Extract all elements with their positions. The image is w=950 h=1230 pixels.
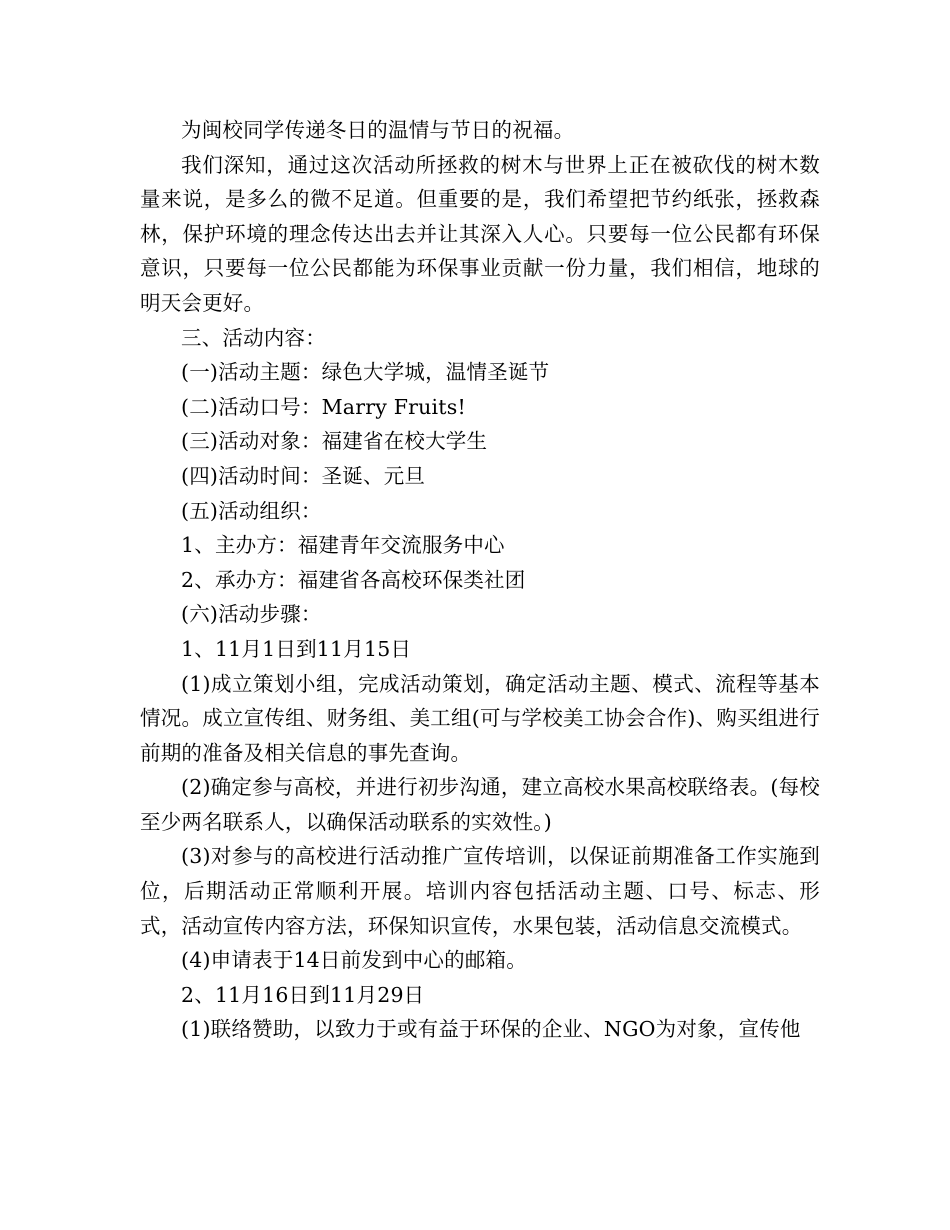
heading-activity-content: 三、活动内容： bbox=[181, 325, 326, 350]
paragraph-significance: 我们深知，通过这次活动所拯救的树木与世界上正在被砍伐的树木数量来说，是多么的微不足道。但重要的是，我们希望把节约纸张，拯救森林，保护环境的理念传达出去并让其深入人心。只要每一位公民都有环保意识，只要每一位公民都能为环保事业贡献一份力量，我们相信，地球的明天会更好。 bbox=[140, 152, 820, 315]
step-1-dates: 1、11月1日到11月15日 bbox=[181, 636, 412, 661]
step-2-item-1: (1)联络赞助，以致力于或有益于环保的企业、NGO为对象，宣传他 bbox=[181, 1017, 801, 1042]
item-activity-slogan: (二)活动口号：Marry Fruits! bbox=[181, 394, 466, 419]
step-1-item-1: (1)成立策划小组，完成活动策划，确定活动主题、模式、流程等基本情况。成立宣传组、财务组、美工组(可与学校美工协会合作)、购买组进行前期的准备及相关信息的事先查询。 bbox=[140, 671, 820, 765]
step-1-item-3: (3)对参与的高校进行活动推广宣传培训，以保证前期准备工作实施到位，后期活动正常顺利开展。培训内容包括活动主题、口号、标志、形式，活动宣传内容方法，环保知识宣传，水果包装，活动信息交流模式。 bbox=[140, 844, 820, 938]
item-activity-theme: (一)活动主题：绿色大学城，温情圣诞节 bbox=[181, 360, 550, 385]
step-2-dates: 2、11月16日到11月29日 bbox=[181, 982, 425, 1007]
item-organizer: 1、主办方：福建青年交流服务中心 bbox=[181, 533, 505, 558]
item-activity-time: (四)活动时间：圣诞、元旦 bbox=[181, 463, 426, 488]
item-activity-target: (三)活动对象：福建省在校大学生 bbox=[181, 429, 488, 454]
step-1-item-2: (2)确定参与高校，并进行初步沟通，建立高校水果高校联络表。(每校至少两名联系人，以确保活动联系的实效性。) bbox=[140, 775, 820, 834]
item-activity-steps: (六)活动步骤： bbox=[181, 602, 322, 627]
paragraph-intro-closing: 为闽校同学传递冬日的温情与节日的祝福。 bbox=[181, 118, 575, 142]
item-co-organizer: 2、承办方：福建省各高校环保类社团 bbox=[181, 567, 526, 592]
document-body bbox=[140, 113, 820, 1047]
step-1-item-4: (4)申请表于14日前发到中心的邮箱。 bbox=[181, 948, 527, 973]
item-activity-organization: (五)活动组织： bbox=[181, 498, 322, 523]
